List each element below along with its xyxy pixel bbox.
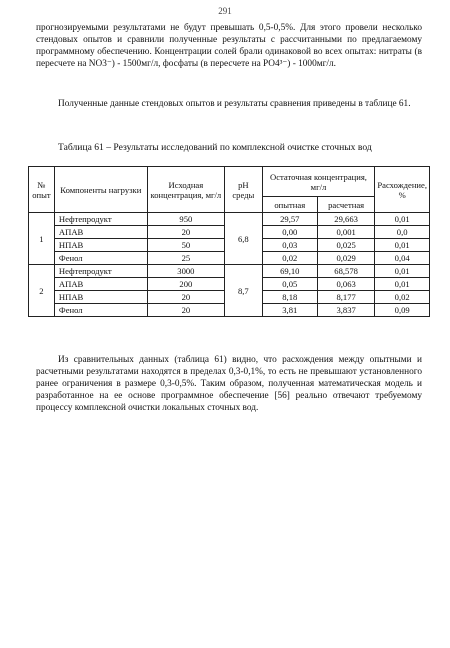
component-cell: Нефтепродукт [54,213,147,226]
header-ph: pH среды [225,167,263,213]
results-table [28,166,430,317]
table-caption: Таблица 61 – Результаты исследований по комплексной очистке сточных вод [58,142,372,153]
component-cell: АПАВ [54,278,147,291]
paragraph-text: прогнозируемыми результатами не будут превышать 0,5-0,5%. Для этого провели несколько стендовых опытов и сравнили полученные результаты с рассчитанными по предлагаемому программному обеспечению. Концентрации солей брали одинаковой во всех опытах: нитраты (в пересчете на NO3⁻) - 1500мг/л, фосфаты (в пересчете на PO4³⁻) - 1000мг/л. [36,23,422,69]
component-cell: Фенол [54,252,147,265]
initial-concentration-cell: 3000 [147,265,224,278]
experiment-number-cell: 2 [29,265,55,317]
header-experimental: опытная [262,197,317,213]
discrepancy-cell: 0,04 [375,252,430,265]
calculated-cell: 0,029 [317,252,374,265]
experimental-cell: 8,18 [262,291,317,304]
discrepancy-cell: 0,0 [375,226,430,239]
initial-concentration-cell: 20 [147,304,224,317]
experiment-number-cell: 1 [29,213,55,265]
discrepancy-cell: 0,09 [375,304,430,317]
page-number: 291 [218,6,232,16]
header-component: Компоненты нагрузки [54,167,147,213]
discrepancy-cell: 0,01 [375,278,430,291]
table-row [29,265,430,278]
experimental-cell: 3,81 [262,304,317,317]
table-row [29,213,430,226]
calculated-cell: 8,177 [317,291,374,304]
paragraph-text: Из сравнительных данных (таблица 61) видно, что расхождения между опытными и расчетными результатами находятся в пределах 0,3-0,1%, то есть не превышают установленного ранее ограничения в размере 0,3-0,5%. Таким образом, полученная математическая модель и разработанное на ее основе программное обеспечение [56] реально отвечают требуемому процессу комплексной очистки локальных сточных вод. [36,355,422,413]
header-experiment-number: № опыт [29,167,55,213]
initial-concentration-cell: 20 [147,291,224,304]
component-cell: Нефтепродукт [54,265,147,278]
calculated-cell: 68,578 [317,265,374,278]
header-discrepancy: Расхождение, % [375,167,430,213]
header-calculated: расчетная [317,197,374,213]
component-cell: НПАВ [54,239,147,252]
intro-paragraph [36,22,422,70]
table-header [29,167,430,213]
component-cell: Фенол [54,304,147,317]
conclusion-paragraph [36,354,422,414]
discrepancy-cell: 0,01 [375,213,430,226]
experimental-cell: 0,03 [262,239,317,252]
results-reference-paragraph [36,98,422,110]
discrepancy-cell: 0,02 [375,291,430,304]
component-cell: АПАВ [54,226,147,239]
initial-concentration-cell: 950 [147,213,224,226]
experimental-cell: 0,05 [262,278,317,291]
experimental-cell: 0,02 [262,252,317,265]
header-initial-concentration: Исходная концентрация, мг/л [147,167,224,213]
calculated-cell: 0,063 [317,278,374,291]
calculated-cell: 29,663 [317,213,374,226]
ph-cell: 8,7 [225,265,263,317]
calculated-cell: 0,025 [317,239,374,252]
initial-concentration-cell: 25 [147,252,224,265]
discrepancy-cell: 0,01 [375,239,430,252]
initial-concentration-cell: 200 [147,278,224,291]
calculated-cell: 3,837 [317,304,374,317]
experimental-cell: 29,57 [262,213,317,226]
ph-cell: 6,8 [225,213,263,265]
experimental-cell: 0,00 [262,226,317,239]
component-cell: НПАВ [54,291,147,304]
discrepancy-cell: 0,01 [375,265,430,278]
paragraph-text: Полученные данные стендовых опытов и результаты сравнения приведены в таблице 61. [58,99,411,109]
initial-concentration-cell: 50 [147,239,224,252]
calculated-cell: 0,001 [317,226,374,239]
initial-concentration-cell: 20 [147,226,224,239]
header-residual-concentration: Остаточная концентрация, мг/л [262,167,375,197]
table-body [29,213,430,317]
experimental-cell: 69,10 [262,265,317,278]
